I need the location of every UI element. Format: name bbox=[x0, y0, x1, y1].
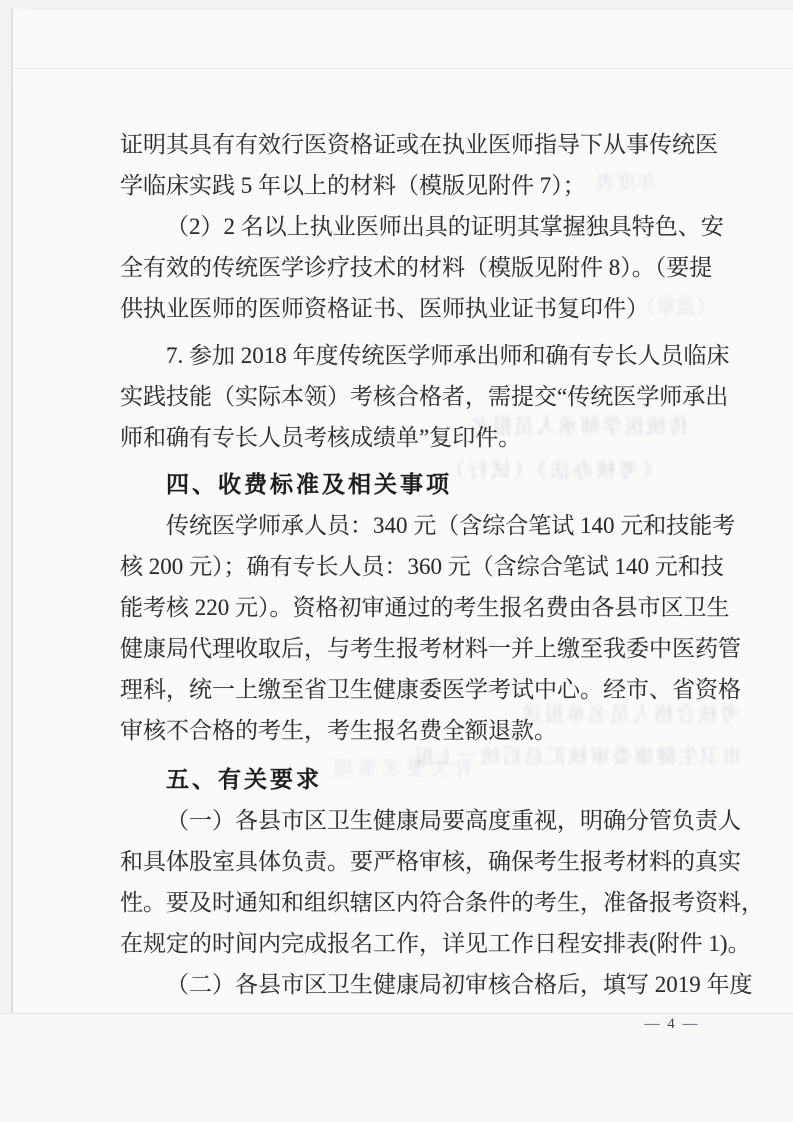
text-line: 理科，统一上缴至省卫生健康委医学考试中心。经市、省资格 bbox=[120, 677, 741, 702]
text-line: （二）各县市区卫生健康局初审核合格后，填写 2019 年度 bbox=[166, 972, 753, 997]
text-line: 7. 参加 2018 年度传统医学师承出师和确有专长人员临床 bbox=[166, 343, 730, 368]
text-line: 性。要及时通知和组织辖区内符合条件的考生，准备报考资料， bbox=[120, 890, 764, 915]
text-line: 能考核 220 元）。资格初审通过的考生报名费由各县市区卫生 bbox=[120, 595, 730, 620]
section-heading-fees: 四、收费标准及相关事项 bbox=[166, 471, 452, 497]
text-line: 核 200 元）；确有专长人员：360 元（含综合笔试 140 元和技 bbox=[120, 554, 724, 579]
text-line: 审核不合格的考生，考生报名费全额退款。 bbox=[120, 718, 557, 743]
bleedthrough-text: 市卫生健康委审核汇总后统一上报 bbox=[412, 746, 742, 768]
text-line: 在规定的时间内完成报名工作，详见工作日程安排表(附件 1)。 bbox=[120, 931, 751, 956]
bleedthrough-text: 有关要求事项 bbox=[330, 758, 474, 780]
scan-top-edge bbox=[0, 0, 793, 9]
text-line: 传统医学师承人员：340 元（含综合笔试 140 元和技能考 bbox=[166, 513, 736, 538]
text-line: 证明其具有有效行医资格证或在执业医师指导下从事传统医 bbox=[120, 132, 718, 157]
scan-rule-left bbox=[11, 9, 13, 1122]
scan-rule-fold bbox=[0, 68, 793, 69]
section-heading-requirements: 五、有关要求 bbox=[166, 766, 322, 792]
page-number: — 4 — bbox=[644, 1016, 700, 1032]
text-line: （2）2 名以上执业医师出具的证明其掌握独具特色、安 bbox=[166, 214, 724, 239]
scan-left-edge bbox=[0, 0, 11, 1122]
bleedthrough-text: （盖章） bbox=[636, 296, 716, 318]
bleedthrough-text: 《考核办法》（试行） bbox=[442, 460, 662, 482]
document-body bbox=[120, 124, 764, 1005]
text-line: 供执业医师的医师资格证书、医师执业证书复印件） bbox=[120, 296, 649, 321]
text-line: 健康局代理收取后，与考生报考材料一并上缴至我委中医药管 bbox=[120, 636, 741, 661]
bleedthrough-text: 考核合格人员名单报送 bbox=[520, 704, 740, 726]
scan-rule-top bbox=[30, 9, 793, 10]
text-line: （一）各县市区卫生健康局要高度重视，明确分管负责人 bbox=[166, 808, 741, 833]
text-line: 学临床实践 5 年以上的材料（模版见附件 7）； bbox=[120, 173, 586, 198]
text-line: 师和确有专长人员考核成绩单”复印件。 bbox=[120, 425, 522, 450]
text-line: 和具体股室具体负责。要严格审核，确保考生报考材料的真实 bbox=[120, 849, 741, 874]
text-line: 实践技能（实际本领）考核合格者，需提交“传统医学师承出 bbox=[120, 384, 729, 409]
bleedthrough-text: 传统医学师承人员报名 bbox=[468, 416, 688, 438]
bleedthrough-text: 年度表 bbox=[596, 172, 656, 194]
text-line: 全有效的传统医学诊疗技术的材料（模版见附件 8）。（要提 bbox=[120, 255, 713, 280]
